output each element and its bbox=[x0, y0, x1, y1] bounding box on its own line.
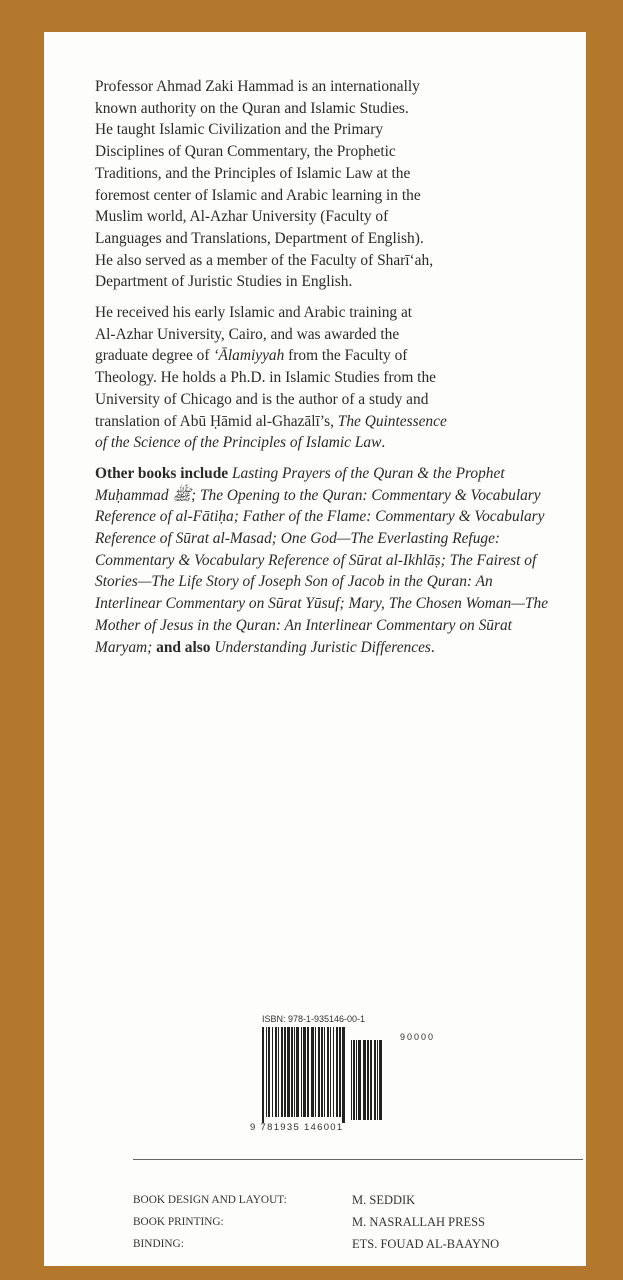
text-line bbox=[95, 367, 555, 389]
credit-row bbox=[133, 1211, 499, 1233]
barcode-bar bbox=[296, 1027, 299, 1117]
barcode-bar bbox=[311, 1027, 314, 1117]
text-line bbox=[95, 345, 555, 367]
text-line: Muslim world, Al-Azhar University (Faculty of bbox=[95, 208, 389, 226]
barcode-bar bbox=[284, 1027, 286, 1117]
barcode-bar bbox=[324, 1027, 325, 1117]
text-segment: from the Faculty of bbox=[284, 347, 408, 365]
text-segment: Al-Azhar University, Cairo, and was awarded the bbox=[95, 325, 400, 343]
italic-title: of the Science of the Principles of Islamic Law bbox=[95, 434, 382, 452]
credits bbox=[133, 1189, 499, 1255]
barcode-bar bbox=[333, 1027, 334, 1117]
barcode-bar bbox=[342, 1027, 345, 1123]
barcode-bar bbox=[351, 1040, 352, 1120]
text-line: Traditions, and the Principles of Islamic Law at the bbox=[95, 164, 411, 182]
barcode-bar bbox=[315, 1027, 316, 1117]
text-segment: graduate degree of bbox=[95, 347, 214, 365]
bio-paragraph-2 bbox=[95, 302, 555, 454]
text-line bbox=[95, 302, 555, 324]
text-segment: . bbox=[381, 434, 386, 452]
credit-label: BOOK PRINTING: bbox=[133, 1216, 224, 1228]
text-segment: He received his early Islamic and Arabic training at bbox=[95, 304, 413, 322]
barcode-bar bbox=[353, 1040, 355, 1120]
text-line: He taught Islamic Civilization and the Primary bbox=[95, 121, 384, 139]
barcode-bar bbox=[367, 1040, 369, 1120]
text-line: He also served as a member of the Faculty of Sharī‘ah, bbox=[95, 251, 434, 269]
credit-label: BINDING: bbox=[133, 1238, 184, 1250]
barcode-bar bbox=[275, 1027, 277, 1117]
credit-label: BOOK DESIGN AND LAYOUT: bbox=[133, 1194, 287, 1206]
barcode-bar bbox=[268, 1027, 270, 1117]
credit-row bbox=[133, 1233, 499, 1255]
credit-value: M. NASRALLAH PRESS bbox=[352, 1215, 486, 1229]
credit-value: M. SEDDIK bbox=[352, 1193, 416, 1207]
author-bio bbox=[95, 76, 555, 667]
italic-title: ‘Ālamiyyah bbox=[213, 347, 285, 365]
credit-row bbox=[133, 1189, 499, 1211]
barcode-bar bbox=[363, 1040, 366, 1120]
barcode-bar bbox=[377, 1040, 378, 1120]
text-line: Disciplines of Quran Commentary, the Prophetic bbox=[95, 143, 396, 161]
barcode-bar bbox=[339, 1027, 341, 1117]
barcode-bar bbox=[294, 1027, 295, 1117]
other-books-lead: Other books include bbox=[95, 464, 229, 482]
price-code: 90000 bbox=[400, 1032, 436, 1042]
barcode-bar bbox=[374, 1040, 376, 1120]
barcode-icon bbox=[214, 1015, 384, 1125]
barcode-bar bbox=[358, 1040, 361, 1120]
barcode-bar bbox=[379, 1040, 382, 1120]
text-line: Professor Ahmad Zaki Hammad is an internationally bbox=[95, 78, 420, 95]
italic-title: The Quintessence bbox=[337, 412, 447, 430]
text-line bbox=[95, 324, 555, 346]
barcode-bar bbox=[272, 1027, 273, 1117]
barcode-bar bbox=[291, 1027, 293, 1117]
barcode-bar bbox=[336, 1027, 338, 1117]
text-segment: Theology. He holds a Ph.D. in Islamic Studies from the bbox=[95, 369, 436, 387]
isbn-label: ISBN: 978-1-935146-00-1 bbox=[262, 1014, 366, 1024]
barcode-bar bbox=[301, 1027, 302, 1117]
text-line bbox=[95, 389, 555, 411]
last-title: Understanding Juristic Differences bbox=[214, 638, 431, 656]
barcode-bar bbox=[278, 1027, 279, 1117]
barcode-bar bbox=[370, 1040, 372, 1120]
barcode-bar bbox=[266, 1027, 267, 1117]
and-also: and also bbox=[156, 638, 211, 656]
barcode-bar bbox=[303, 1027, 306, 1117]
barcode-bar bbox=[318, 1027, 320, 1117]
text-line: known authority on the Quran and Islamic Studies. bbox=[95, 99, 409, 117]
text-segment: translation of Abū Ḥāmid al-Ghazālī’s, bbox=[95, 412, 338, 430]
period: . bbox=[430, 638, 435, 656]
back-cover-panel bbox=[44, 32, 586, 1266]
barcode-bar bbox=[307, 1027, 309, 1117]
bio-paragraph-1 bbox=[95, 76, 555, 293]
credit-value: ETS. FOUAD AL-BAAYNO bbox=[352, 1237, 500, 1251]
barcode-bar bbox=[281, 1027, 283, 1117]
barcode-bar bbox=[287, 1027, 290, 1117]
barcode-bar bbox=[262, 1027, 264, 1123]
text-line bbox=[95, 432, 555, 454]
barcode-bar bbox=[327, 1027, 329, 1117]
text-segment: University of Chicago and is the author of a study and bbox=[95, 390, 429, 408]
barcode-bar bbox=[330, 1027, 331, 1117]
text-line bbox=[95, 411, 555, 433]
divider bbox=[133, 1159, 583, 1160]
barcode-bar bbox=[321, 1027, 323, 1117]
text-line: Department of Juristic Studies in English. bbox=[95, 273, 353, 291]
other-books-titles: Lasting Prayers of the Quran & the Prophet Muḥammad ﷺ; The Opening to the Quran: Commentary & Vocabulary Reference of al-Fātiḥa; Father of the Flame: Commentary & Vocabulary Reference of Sūrat al-Masad; One God—The Everlasting Refuge: Commentary & Vocabulary Reference of Sūrat al-Ikhlāṣ; The Fairest of Stories—The Life Story of Joseph Son of Jacob in the Quran: An Interlinear Commentary on Sūrat Yūsuf; Mary, The Chosen Woman—The Mother of Jesus in the Quran: An Interlinear Commentary on Sūrat Maryam; bbox=[95, 464, 549, 656]
barcode-digits: 9 781935 146001 bbox=[250, 1122, 344, 1133]
text-line: Languages and Translations, Department of English). bbox=[95, 229, 424, 247]
other-books-paragraph bbox=[95, 463, 555, 658]
text-line: foremost center of Islamic and Arabic learning in the bbox=[95, 186, 421, 204]
barcode-bar bbox=[356, 1040, 357, 1120]
